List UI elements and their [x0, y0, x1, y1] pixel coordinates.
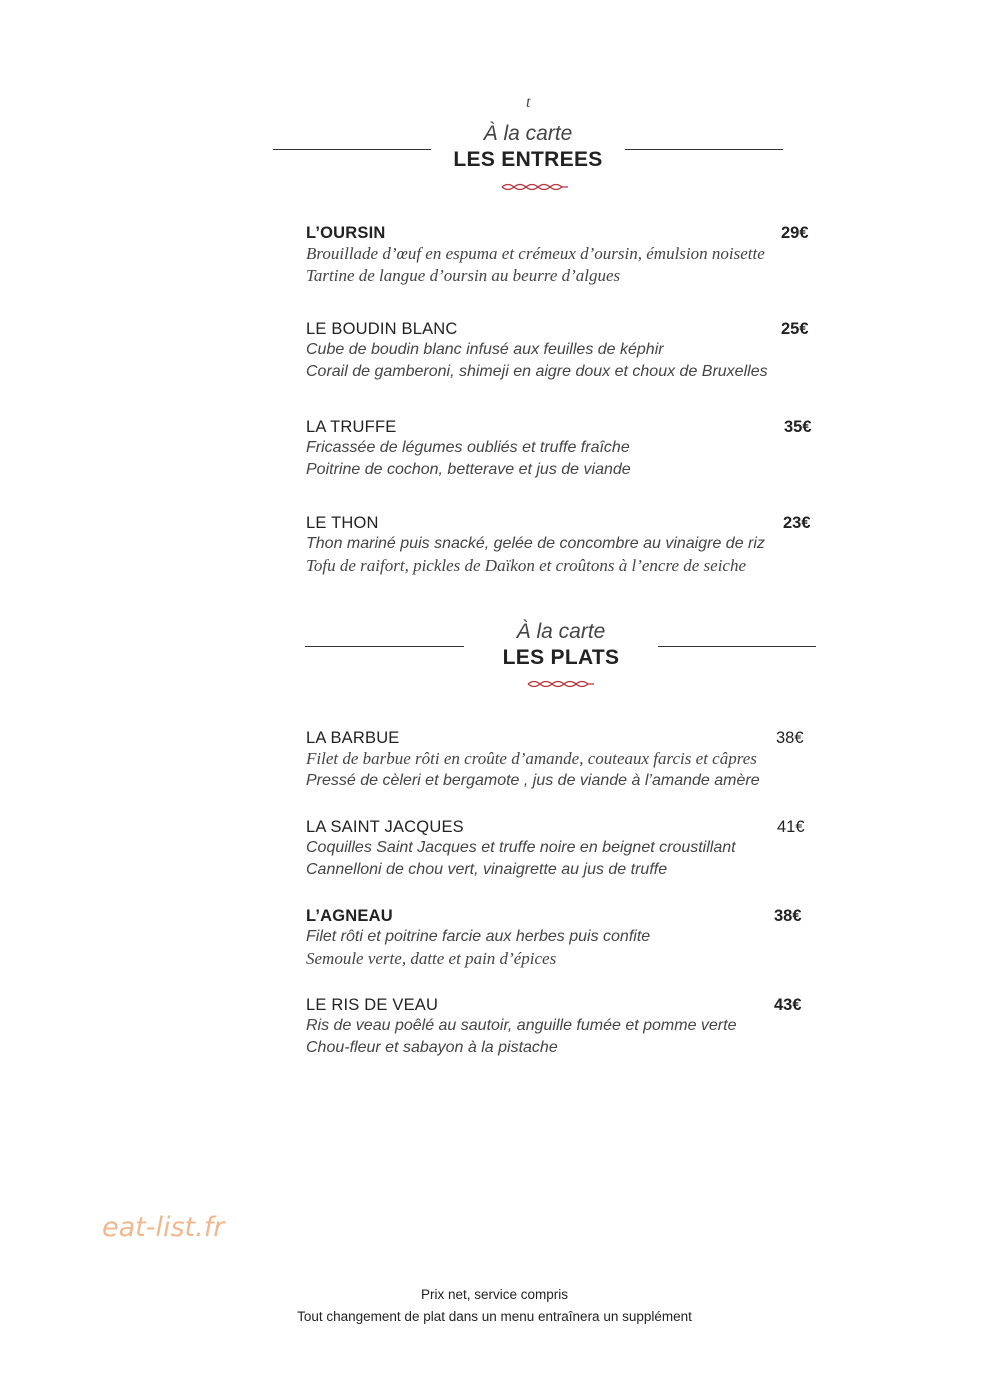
- dish-desc-line: Corail de gamberoni, shimeji en aigre doux et choux de Bruxelles: [306, 363, 768, 380]
- dish-name: L’AGNEAU: [306, 907, 393, 925]
- plats-ornament-icon: [526, 677, 596, 691]
- dish-desc-line: Cannelloni de chou vert, vinaigrette au jus de truffe: [306, 861, 668, 878]
- entrees-title: LES ENTREES: [453, 148, 603, 171]
- dish-name: LE THON: [306, 514, 379, 532]
- stray-character: t: [526, 94, 531, 111]
- dish-price: 23€: [783, 514, 811, 532]
- dish-desc-line: Tofu de raifort, pickles de Daïkon et croûtons à l’encre de seiche: [306, 556, 747, 575]
- footer-line-2: Tout changement de plat dans un menu entraînera un supplément: [297, 1309, 692, 1324]
- dish-truffe: [306, 417, 816, 481]
- dish-name: LE BOUDIN BLANC: [306, 320, 458, 338]
- dish-desc-line: Fricassée de légumes oubliés et truffe fraîche: [306, 439, 630, 456]
- entrees-ornament-icon: [500, 180, 570, 194]
- dish-name: LA TRUFFE: [306, 418, 397, 436]
- plats-title: LES PLATS: [502, 646, 620, 669]
- entrees-left-rule: [273, 149, 431, 150]
- plats-right-rule: [658, 646, 816, 647]
- dish-name: L’OURSIN: [306, 224, 386, 242]
- dish-ris-de-veau: [306, 995, 816, 1059]
- dish-barbue: [306, 728, 816, 792]
- dish-price: 29€: [781, 224, 809, 242]
- plats-left-rule: [305, 646, 464, 647]
- dish-desc-line: Cube de boudin blanc infusé aux feuilles de képhir: [306, 341, 664, 358]
- footer-line-1: Prix net, service compris: [420, 1287, 569, 1302]
- dish-desc-line: Chou-fleur et sabayon à la pistache: [306, 1039, 558, 1056]
- plats-header: [461, 619, 661, 671]
- dish-desc-line: Brouillade d’œuf en espuma et crémeux d’oursin, émulsion noisette: [306, 244, 765, 263]
- dish-name: LA BARBUE: [306, 729, 400, 747]
- dish-oursin: [306, 223, 816, 287]
- dish-price: 38€: [776, 729, 804, 747]
- dish-desc-line: Coquilles Saint Jacques et truffe noire en beignet croustillant: [306, 839, 736, 856]
- dish-thon: [306, 513, 816, 577]
- watermark: eat-list.fr: [102, 1212, 225, 1243]
- entrees-header: [428, 121, 628, 173]
- dish-name: LA SAINT JACQUES: [306, 818, 464, 836]
- dish-price: 35€: [784, 418, 812, 436]
- dish-desc-line: Filet rôti et poitrine farcie aux herbes puis confite: [306, 928, 651, 945]
- dish-price: 25€: [781, 320, 809, 338]
- dish-saint-jacques: [306, 817, 816, 881]
- dish-desc-line: Pressé de cèleri et bergamote , jus de viande à l’amande amère: [306, 772, 760, 789]
- dish-desc-line: Thon mariné puis snacké, gelée de concombre au vinaigre de riz: [306, 535, 765, 552]
- dish-desc-line: Poitrine de cochon, betterave et jus de viande: [306, 461, 631, 478]
- dish-desc-line: Ris de veau poêlé au sautoir, anguille fumée et pomme verte: [306, 1017, 737, 1034]
- entrees-right-rule: [625, 149, 783, 150]
- dish-name: LE RIS DE VEAU: [306, 996, 439, 1014]
- dish-boudin-blanc: [306, 319, 816, 383]
- dish-price: 43€: [774, 996, 802, 1014]
- dish-desc-line: Tartine de langue d’oursin au beurre d’algues: [306, 266, 621, 285]
- dish-agneau: [306, 906, 816, 970]
- dish-price: 38€: [774, 907, 802, 925]
- dish-price: 41€: [777, 818, 805, 836]
- plats-subtitle: À la carte: [516, 620, 606, 643]
- dish-desc-line: Semoule verte, datte et pain d’épices: [306, 949, 557, 968]
- entrees-subtitle: À la carte: [483, 122, 573, 145]
- dish-desc-line: Filet de barbue rôti en croûte d’amande, couteaux farcis et câpres: [306, 749, 757, 768]
